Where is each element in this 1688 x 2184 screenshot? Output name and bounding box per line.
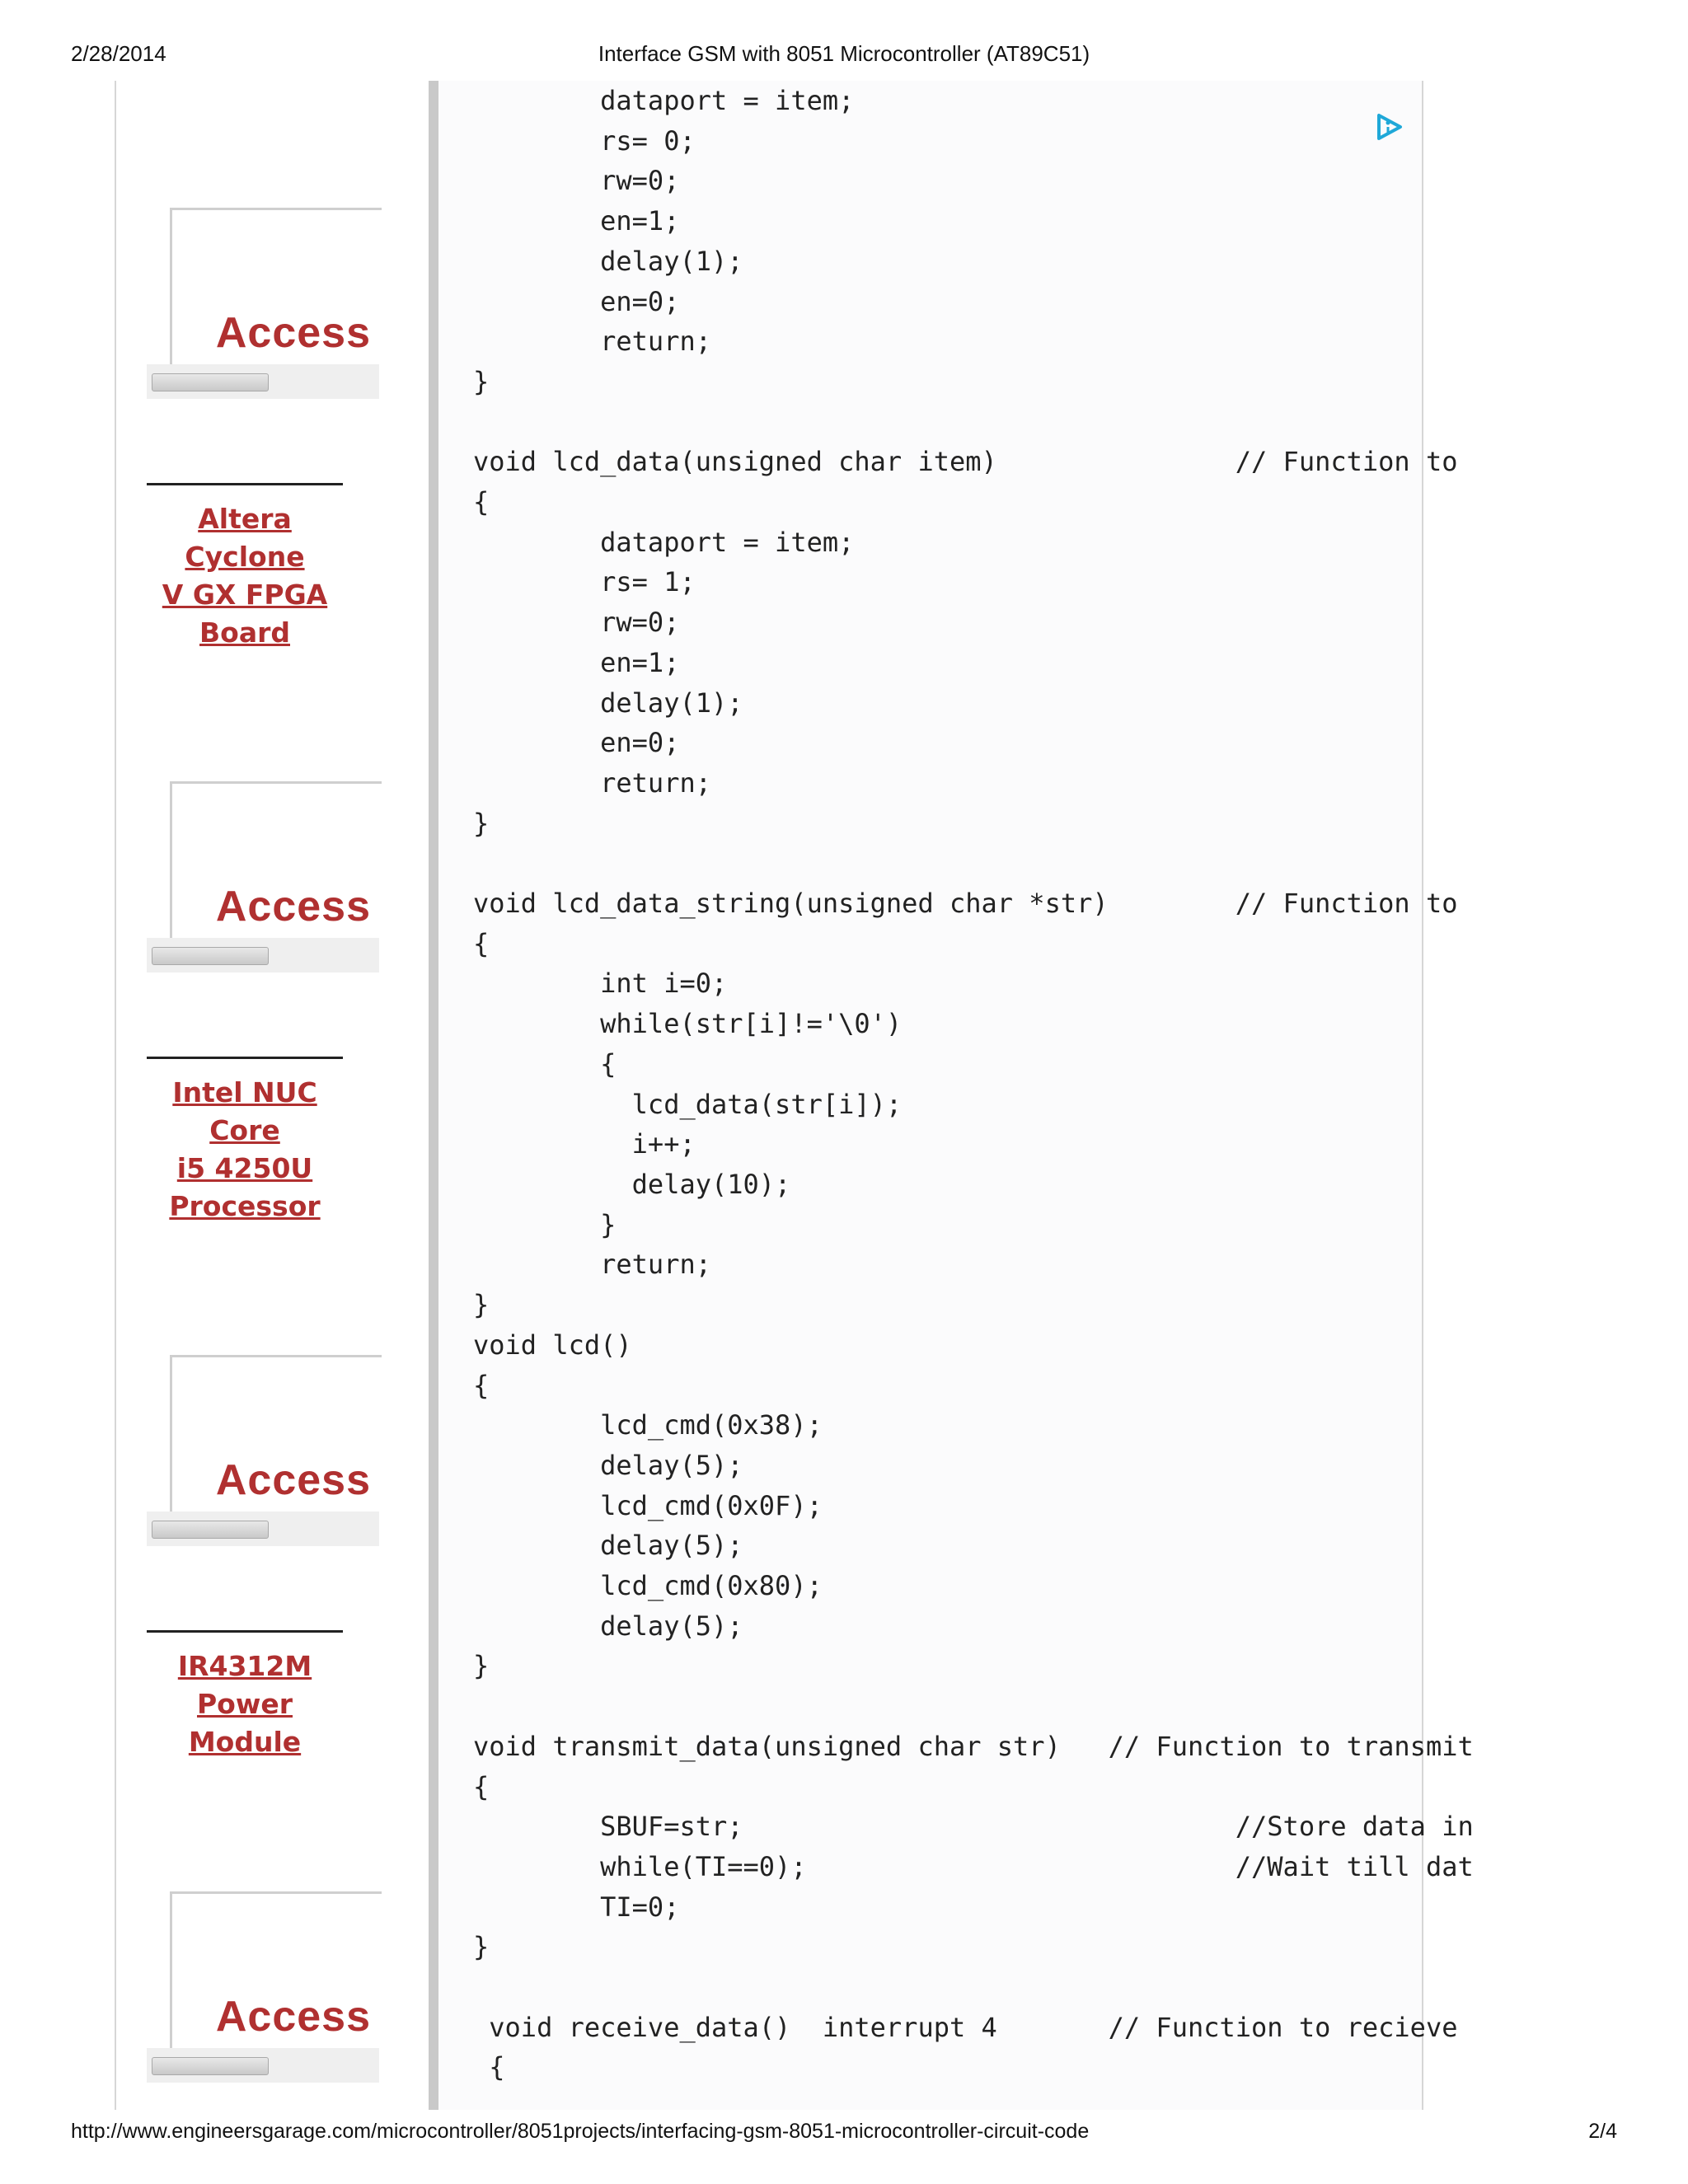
code-line: TI=0; [473,1891,680,1923]
code-line: void lcd_data_string(unsigned char *str) // Function to [473,888,1458,920]
code-line: void transmit_data(unsigned char str) // Function to transmit [473,1730,1474,1762]
product-link-line: Altera Cyclone [185,503,305,573]
ad-toolbar [147,938,379,972]
product-block-3 [147,1630,343,1761]
product-link-line: Processor [169,1190,321,1222]
product-link-line: i5 4250U [176,1152,313,1184]
code-line: while(TI==0); //Wait till dat [473,1850,1474,1882]
code-line: } [473,1650,490,1682]
code-line: lcd_cmd(0x38); [473,1409,823,1441]
page-url: http://www.engineersgarage.com/microcontroller/8051projects/interfacing-gsm-8051-microcontroller-circuit-code [71,2120,1090,2143]
product-link-line: Power Module [188,1688,302,1758]
code-line: { [473,1369,490,1401]
code-line: void lcd_data(unsigned char item) // Function to [473,446,1458,478]
ad-card-2[interactable] [147,781,379,972]
left-border [115,81,116,2110]
ad-label: Access [215,883,371,930]
product-link-line: V GX FPGA [162,579,328,611]
code-line: delay(5); [473,1530,743,1562]
code-line: rs= 0; [473,124,696,157]
ad-toolbar [147,364,379,399]
product-link[interactable] [147,500,343,652]
code-line: return; [473,766,711,799]
code-line: { [473,1047,617,1080]
code-line: { [473,2051,505,2083]
code-line: en=0; [473,285,680,317]
code-line: delay(5); [473,1610,743,1642]
print-date: 2/28/2014 [71,41,166,66]
product-link-line: Board [199,616,290,649]
code-line: } [473,1289,490,1321]
code-line: } [473,1208,617,1240]
product-block-1 [147,483,343,652]
page-title: Interface GSM with 8051 Microcontroller (AT89C51) [598,41,1090,66]
ad-label: Access [215,1456,371,1504]
code-line: void lcd() [473,1329,632,1361]
divider [147,483,343,485]
code-line: } [473,1931,490,1963]
code-line: en=1; [473,646,680,678]
code-line: { [473,927,490,959]
product-link-line: IR4312M [177,1650,312,1682]
product-link[interactable] [147,1647,343,1761]
product-link-line: Intel NUC Core [172,1076,317,1146]
ad-toolbar [147,2048,379,2083]
ad-button[interactable] [152,947,269,965]
ad-label: Access [215,1993,371,2041]
code-line: while(str[i]!='\0') [473,1008,903,1040]
code-listing [473,81,1474,2088]
code-line: return; [473,326,711,358]
code-line: int i=0; [473,968,728,1000]
divider [147,1630,343,1633]
ad-button[interactable] [152,373,269,391]
code-line: dataport = item; [473,526,855,558]
code-line: lcd_data(str[i]); [473,1088,903,1120]
page-number: 2/4 [1588,2120,1617,2143]
code-line: rs= 1; [473,566,696,598]
code-line: void receive_data() interrupt 4 // Function to recieve [473,2011,1458,2043]
code-line: delay(1); [473,245,743,277]
code-line: delay(5); [473,1449,743,1481]
code-line: i++; [473,1128,696,1160]
code-gutter [429,81,438,2110]
divider [147,1057,343,1059]
code-line: lcd_cmd(0x80); [473,1570,823,1602]
code-line: delay(1); [473,687,743,719]
code-line: delay(10); [473,1168,791,1200]
code-line: } [473,365,490,397]
code-line: rw=0; [473,165,680,197]
code-line: rw=0; [473,607,680,639]
code-line: SBUF=str; //Store data in [473,1811,1474,1843]
code-line: en=1; [473,205,680,237]
code-line: dataport = item; [473,85,855,116]
code-line: } [473,807,490,839]
code-line: lcd_cmd(0x0F); [473,1489,823,1521]
ad-toolbar [147,1511,379,1546]
ad-button[interactable] [152,2057,269,2075]
code-line: return; [473,1249,711,1281]
code-line: en=0; [473,727,680,759]
ad-card-1[interactable] [147,208,379,399]
product-link[interactable] [147,1074,343,1226]
ad-button[interactable] [152,1521,269,1539]
product-block-2 [147,1057,343,1226]
code-line: { [473,486,490,518]
ad-card-3[interactable] [147,1355,379,1546]
ad-card-4[interactable] [147,1891,379,2083]
ad-label: Access [215,309,371,357]
code-line: { [473,1770,490,1802]
